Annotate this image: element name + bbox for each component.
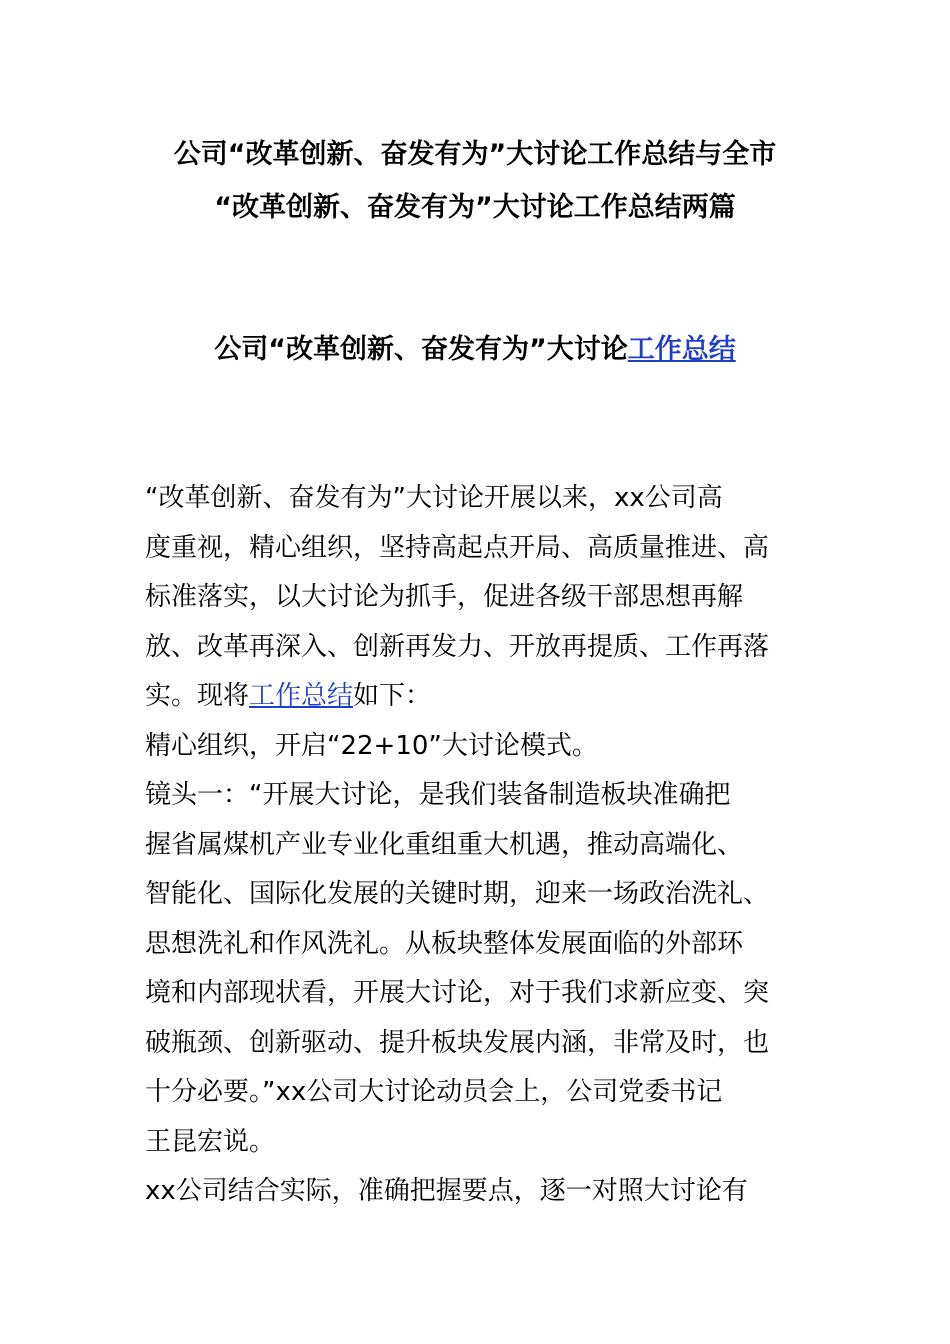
paragraph-1-last-suffix: 如下： [353, 681, 432, 711]
paragraph-3-line-2: 握省属煤机产业专业化重组重大机遇，推动高端化、 [145, 829, 744, 860]
paragraph-1-last-prefix: 实。现将 [145, 681, 250, 711]
section-title-link[interactable]: 工作总结 [627, 334, 736, 365]
document-title-line-2: “改革创新、奋发有为”大讨论工作总结两篇 [214, 192, 736, 223]
paragraph-1-line-3: 标准落实，以大讨论为抓手，促进各级干部思想再解 [145, 582, 744, 612]
body-text [145, 474, 810, 1217]
paragraph-3-line-1: 镜头一：“开展大讨论，是我们装备制造板块准确把 [145, 780, 731, 810]
paragraph-3-line-3: 智能化、国际化发展的关键时期，迎来一场政治洗礼、 [145, 879, 770, 909]
paragraph-3-line-7: 十分必要。”xx公司大讨论动员会上，公司党委书记 [145, 1077, 723, 1107]
paragraph-3-line-8: 王昆宏说。 [145, 1126, 276, 1157]
paragraph-1-line-4: 放、改革再深入、创新再发力、开放再提质、工作再落 [145, 631, 770, 662]
paragraph-3-line-5: 境和内部现状看，开展大讨论，对于我们求新应变、突 [145, 978, 770, 1008]
paragraph-3-line-6: 破瓶颈、创新驱动、提升板块发展内涵，非常及时，也 [145, 1027, 770, 1058]
paragraph-1-line-5 [145, 672, 810, 722]
inline-summary-link[interactable]: 工作总结 [249, 681, 354, 711]
section-title [100, 325, 850, 375]
paragraph-1-line-1: “改革创新、奋发有为”大讨论开展以来，xx公司高 [145, 483, 723, 513]
paragraph-3-line-4: 思想洗礼和作风洗礼。从板块整体发展面临的外部环 [145, 928, 744, 959]
paragraph-4: xx公司结合实际，准确把握要点，逐一对照大讨论有 [145, 1176, 748, 1206]
section-title-text: 公司“改革创新、奋发有为”大讨论 [214, 334, 628, 365]
document-title [100, 128, 850, 234]
paragraph-1-line-2: 度重视，精心组织，坚持高起点开局、高质量推进、高 [145, 532, 770, 563]
document-title-line-1: 公司“改革创新、奋发有为”大讨论工作总结与全市 [173, 139, 777, 170]
paragraph-2: 精心组织，开启“22+10”大讨论模式。 [145, 730, 598, 761]
